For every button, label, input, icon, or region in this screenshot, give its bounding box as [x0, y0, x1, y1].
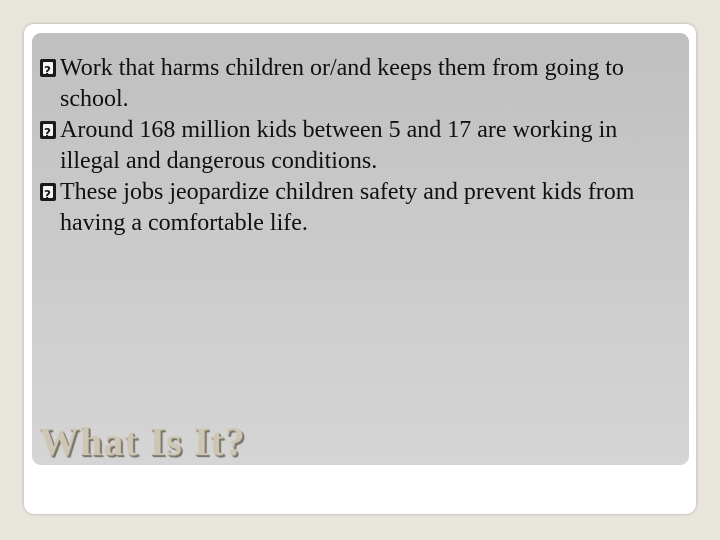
bullet-item	[40, 115, 670, 177]
missing-glyph-bullet-icon	[40, 59, 56, 77]
bullet-item	[40, 53, 670, 115]
bullet-text: Around 168 million kids between 5 and 17 are working in illegal and dangerous conditions.	[60, 117, 618, 174]
bullet-list	[40, 53, 670, 239]
bullet-text: Work that harms children or/and keeps them from going to school.	[60, 55, 624, 112]
missing-glyph-bullet-icon	[40, 183, 56, 201]
bullet-item	[40, 177, 670, 239]
slide-title: What Is It?	[39, 419, 246, 464]
bullet-text: These jobs jeopardize children safety and prevent kids from having a comfortable life.	[60, 179, 635, 236]
content-panel	[32, 33, 689, 465]
missing-glyph-bullet-icon	[40, 121, 56, 139]
slide-frame	[24, 24, 696, 514]
